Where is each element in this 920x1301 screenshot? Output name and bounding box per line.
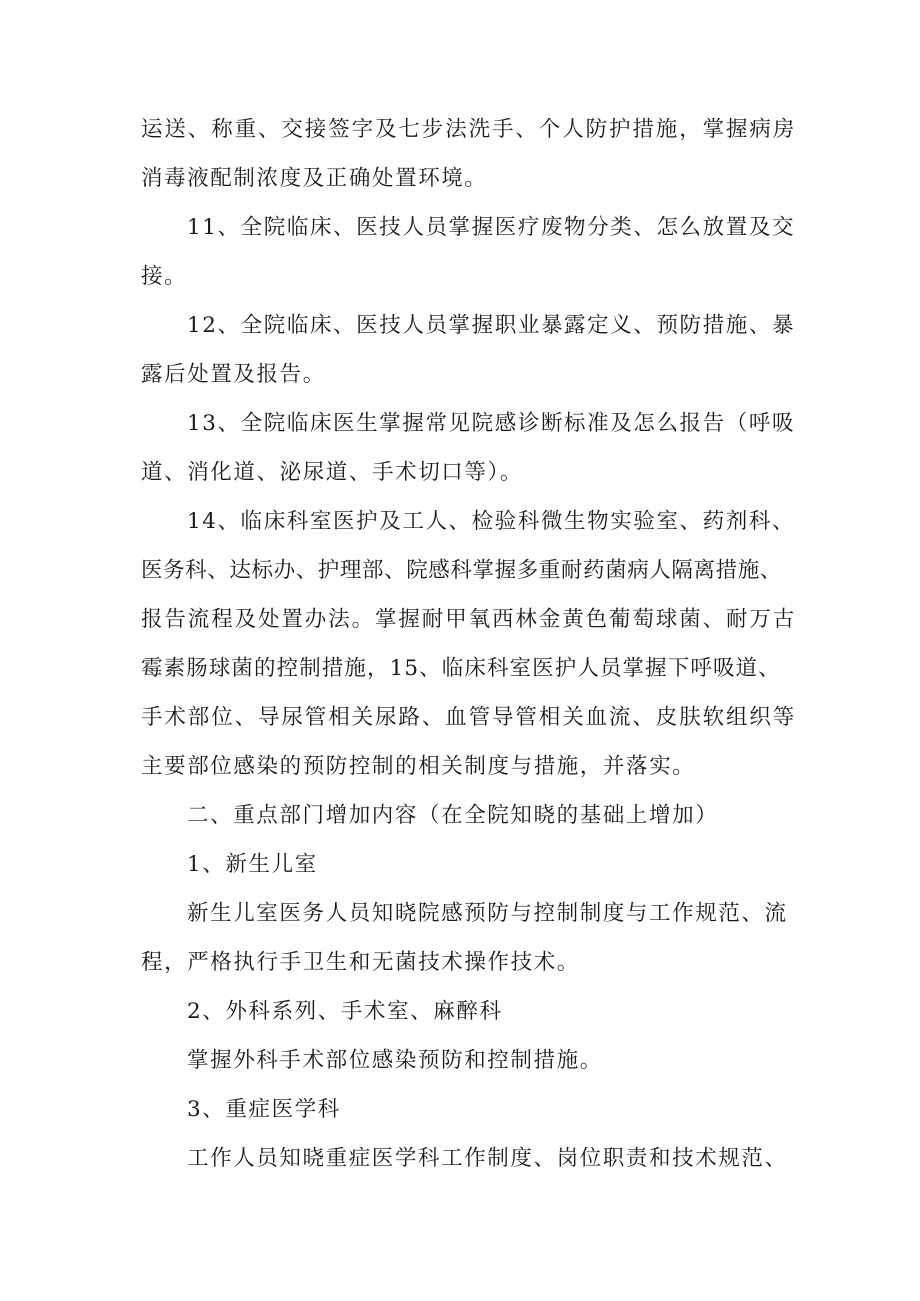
text-line: 工作人员知晓重症医学科工作制度、岗位职责和技术规范、 [187,1146,788,1171]
section-heading: 二、重点部门增加内容（在全院知晓的基础上增加） [187,803,719,828]
text-line: 掌握外科手术部位感染预防和控制措施。 [187,1048,603,1073]
text-line: 露后处置及报告。 [141,362,326,387]
text-line: 接。 [141,264,188,289]
text-line: 消毒液配制浓度及正确处置环境。 [141,166,488,191]
subsection-heading: 2、外科系列、手术室、麻醉科 [187,999,503,1024]
text-line: 运送、称重、交接签字及七步法洗手、个人防护措施，掌握病房 [141,117,797,142]
subsection-heading: 1、新生儿室 [187,852,318,877]
text-line: 手术部位、导尿管相关尿路、血管导管相关血流、皮肤软组织等 [141,705,797,730]
text-line: 主要部位感染的预防控制的相关制度与措施，并落实。 [141,754,696,779]
text-line: 霉素肠球菌的控制措施，15、临床科室医护人员掌握下呼吸道、 [141,656,781,681]
text-line: 报告流程及处置办法。掌握耐甲氧西林金黄色葡萄球菌、耐万古 [141,607,797,632]
text-line: 14、临床科室医护及工人、检验科微生物实验室、药剂科、 [187,509,796,534]
text-line: 程，严格执行手卫生和无菌技术操作技术。 [141,950,580,975]
text-line: 新生儿室医务人员知晓院感预防与控制制度与工作规范、流 [187,901,788,926]
text-line: 11、全院临床、医技人员掌握医疗废物分类、怎么放置及交 [187,215,796,240]
text-line: 道、消化道、泌尿道、手术切口等）。 [141,460,523,485]
text-line: 12、全院临床、医技人员掌握职业暴露定义、预防措施、暴 [187,313,796,338]
text-line: 13、全院临床医生掌握常见院感诊断标准及怎么报告（呼吸 [187,411,796,436]
subsection-heading: 3、重症医学科 [187,1097,341,1122]
text-line: 医务科、达标办、护理部、院感科掌握多重耐药菌病人隔离措施、 [141,558,782,583]
